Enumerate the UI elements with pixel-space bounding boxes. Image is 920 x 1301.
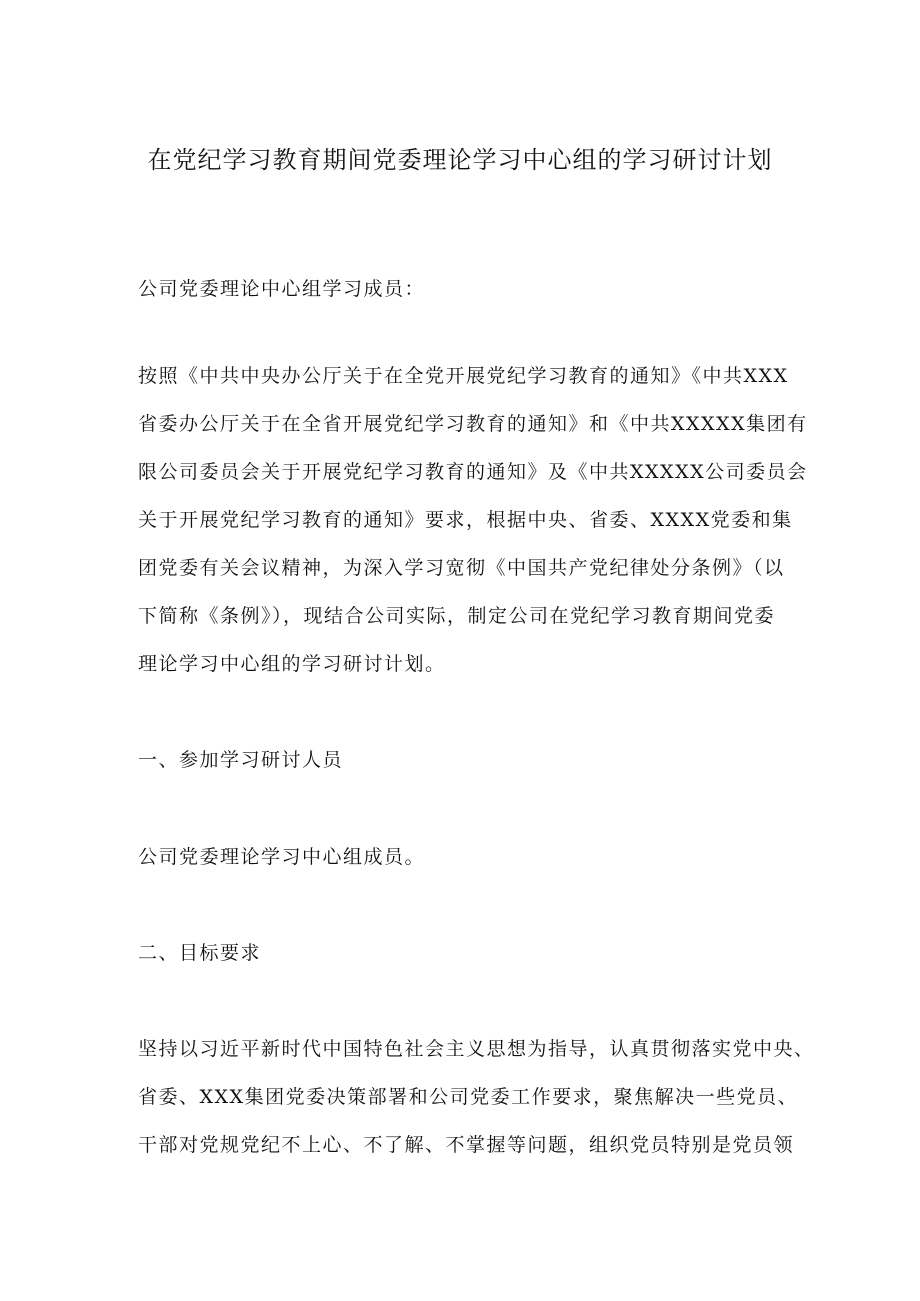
intro-line-4: 关于开展党纪学习教育的通知》要求，根据中央、省委、XXXX党委和集 [138,509,793,531]
section2-line-3: 干部对党规党纪不上心、不了解、不掌握等问题，组织党员特别是党员领 [138,1134,795,1156]
section2-heading [138,929,798,977]
intro-line-1: 按照《中共中央办公厅关于在全党开展党纪学习教育的通知》《中共XXX [138,365,789,387]
salutation-line: 公司党委理论中心组学习成员： [138,278,426,300]
section1-heading-text: 一、参加学习研讨人员 [138,749,344,771]
section2-heading-text: 二、目标要求 [138,942,262,964]
intro-line-7: 理论学习中心组的学习研讨计划。 [138,653,446,675]
section1-body [138,833,798,881]
document-title: 在党纪学习教育期间党委理论学习中心组的学习研讨计划 [147,146,773,174]
salutation [138,265,798,313]
intro-line-5: 团党委有关会议精神，为深入学习宽彻《中国共产党纪律处分条例》（以 [138,557,785,579]
section1-body-text: 公司党委理论学习中心组成员。 [138,846,426,868]
intro-line-6: 下简称《条例》），现结合公司实际，制定公司在党纪学习教育期间党委 [138,605,776,627]
intro-paragraph [138,352,808,688]
intro-line-2: 省委办公厅关于在全省开展党纪学习教育的通知》和《中共XXXXX集团有 [138,413,808,435]
section2-line-1: 坚持以习近平新时代中国特色社会主义思想为指导，认真贯彻落实党中央、 [138,1038,815,1060]
section2-line-2: 省委、XXX集团党委决策部署和公司党委工作要求，聚焦解决一些党员、 [138,1086,799,1108]
intro-line-3: 限公司委员会关于开展党纪学习教育的通知》及《中共XXXXX公司委员会 [138,461,808,483]
section1-heading [138,736,798,784]
section2-body [138,1025,815,1169]
